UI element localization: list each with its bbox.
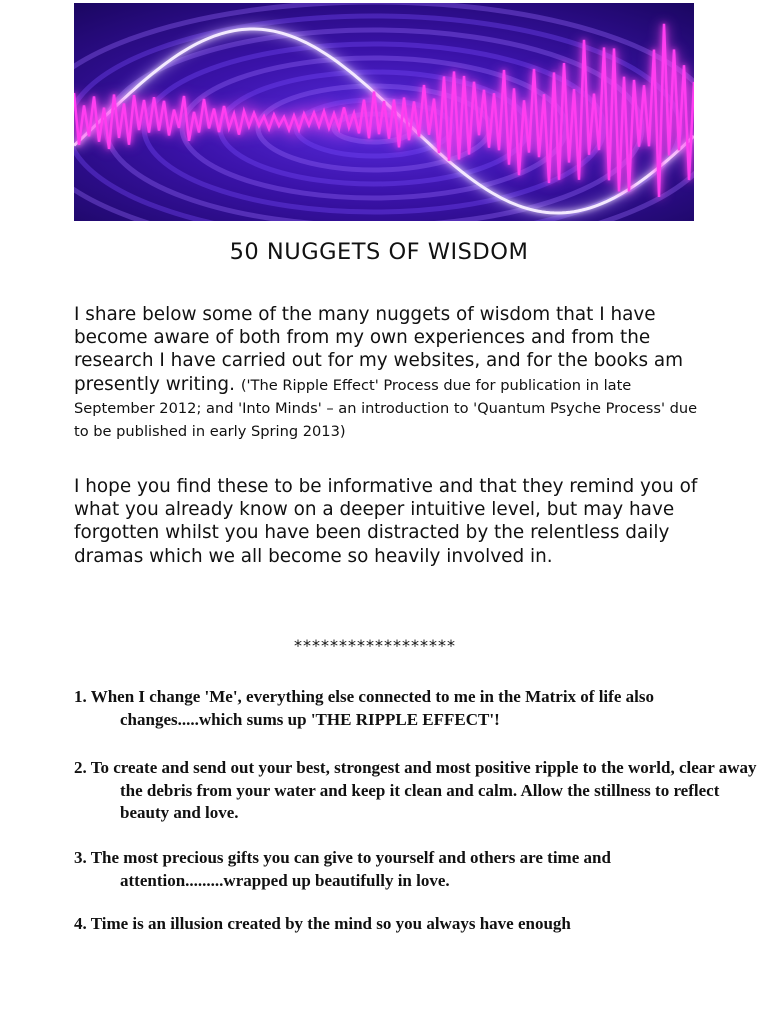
nugget-item: 1. When I change 'Me', everything else connected to me in the Matrix of life also changes.....which sums up 'THE RIPPLE EFFECT'! <box>74 687 654 729</box>
separator: ****************** <box>294 636 456 655</box>
page-title: 50 NUGGETS OF WISDOM <box>229 239 529 265</box>
nugget-item: 3. The most precious gifts you can give to yourself and others are time and attention.........wrapped up beautifully in love. <box>74 848 611 890</box>
intro-paragraph-2: I hope you find these to be informative and that they remind you of what you already know on a deeper intuitive level, but may have forgotten whilst you have been distracted by the relentless daily dramas which we all become so heavily involved in. <box>74 476 698 567</box>
waveform-banner-image <box>74 3 694 221</box>
banner-image <box>74 3 694 221</box>
nugget-item: 2. To create and send out your best, strongest and most positive ripple to the world, clear away the debris from your water and keep it clean and calm. Allow the stillness to reflect beauty and love. <box>74 758 757 822</box>
intro-paragraph-1 <box>74 303 704 442</box>
nugget-item: 4. Time is an illusion created by the mind so you always have enough <box>74 914 571 933</box>
intro-publication-note: ('The Ripple Effect' Process due for publication in late September 2012; and 'Into Minds' – an introduction to 'Quantum Psyche Process' due to be published in early Spring 2013) <box>74 376 698 441</box>
intro-main-text: I share below some of the many nuggets of wisdom that I have become aware of both from my own experiences and from the research I have carried out for my websites, and for the books am presently writing. <box>74 304 684 395</box>
